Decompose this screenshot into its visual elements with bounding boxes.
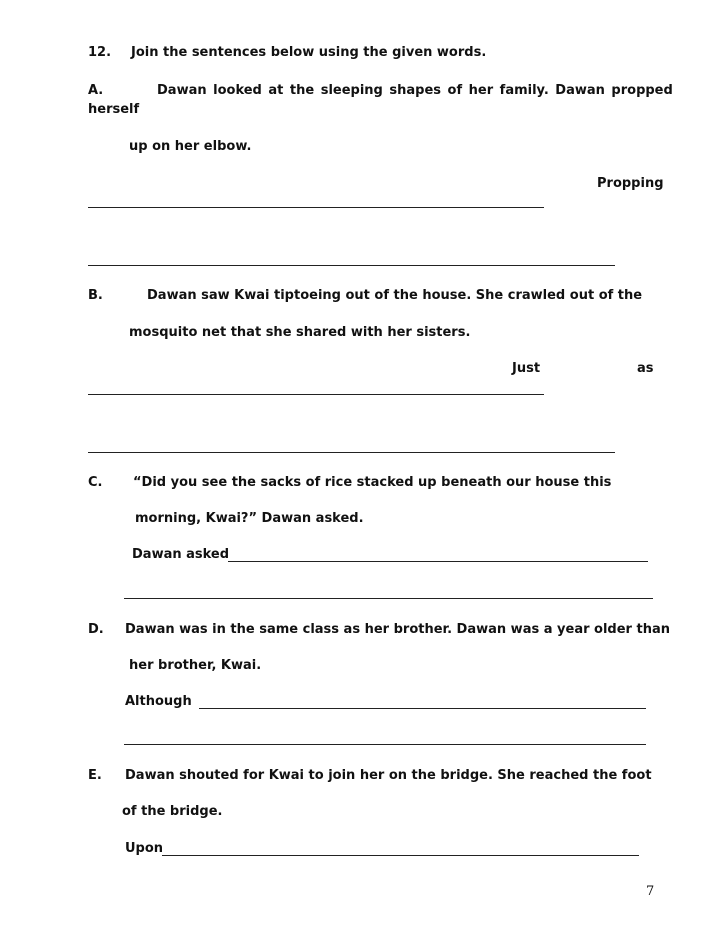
item-a-sentence-line1: Dawan looked at the sleeping shapes of her family. Dawan propped [157, 83, 673, 98]
item-e-answer-line-1[interactable] [162, 855, 639, 856]
item-d-sentence-line2: her brother, Kwai. [129, 658, 262, 673]
item-e-letter: E. [88, 768, 102, 783]
item-c-answer-line-1[interactable] [228, 561, 648, 562]
item-c-sentence-line1: “Did you see the sacks of rice stacked up beneath our house this [133, 475, 612, 490]
item-a-answer-line-1[interactable] [88, 207, 544, 208]
question-number: 12. [88, 45, 112, 60]
item-d-letter: D. [88, 622, 104, 637]
item-a-answer-line-2[interactable] [88, 265, 615, 266]
item-a-letter: A. [88, 83, 104, 98]
item-d-answer-line-2[interactable] [124, 744, 646, 745]
item-c-answer-line-2[interactable] [124, 598, 653, 599]
item-c-letter: C. [88, 475, 103, 490]
item-a-given-word: Propping [597, 176, 664, 191]
item-a-sentence-line2: up on her elbow. [129, 139, 252, 154]
item-b-answer-line-1[interactable] [88, 394, 544, 395]
item-b-given-word-1: Just [512, 361, 541, 376]
item-b-sentence-line2: mosquito net that she shared with her sisters. [129, 325, 471, 340]
page-number: 7 [646, 884, 655, 899]
item-b-sentence-line1: Dawan saw Kwai tiptoeing out of the house. She crawled out of the [147, 288, 643, 303]
item-c-sentence-line2: morning, Kwai?” Dawan asked. [135, 511, 364, 526]
item-c-answer-start: Dawan asked [132, 547, 230, 562]
item-d-sentence-line1: Dawan was in the same class as her brother. Dawan was a year older than [125, 622, 670, 637]
question-instruction: Join the sentences below using the given words. [131, 45, 487, 60]
item-e-answer-start: Upon [125, 841, 164, 856]
item-b-letter: B. [88, 288, 103, 303]
item-d-answer-start: Although [125, 694, 192, 709]
item-b-given-word-2: as [637, 361, 654, 376]
item-a-sentence-wrap: herself [88, 102, 140, 117]
item-e-sentence-line1: Dawan shouted for Kwai to join her on the bridge. She reached the foot [125, 768, 652, 783]
item-b-answer-line-2[interactable] [88, 452, 615, 453]
item-e-sentence-line2: of the bridge. [122, 804, 223, 819]
item-d-answer-line-1[interactable] [199, 708, 646, 709]
